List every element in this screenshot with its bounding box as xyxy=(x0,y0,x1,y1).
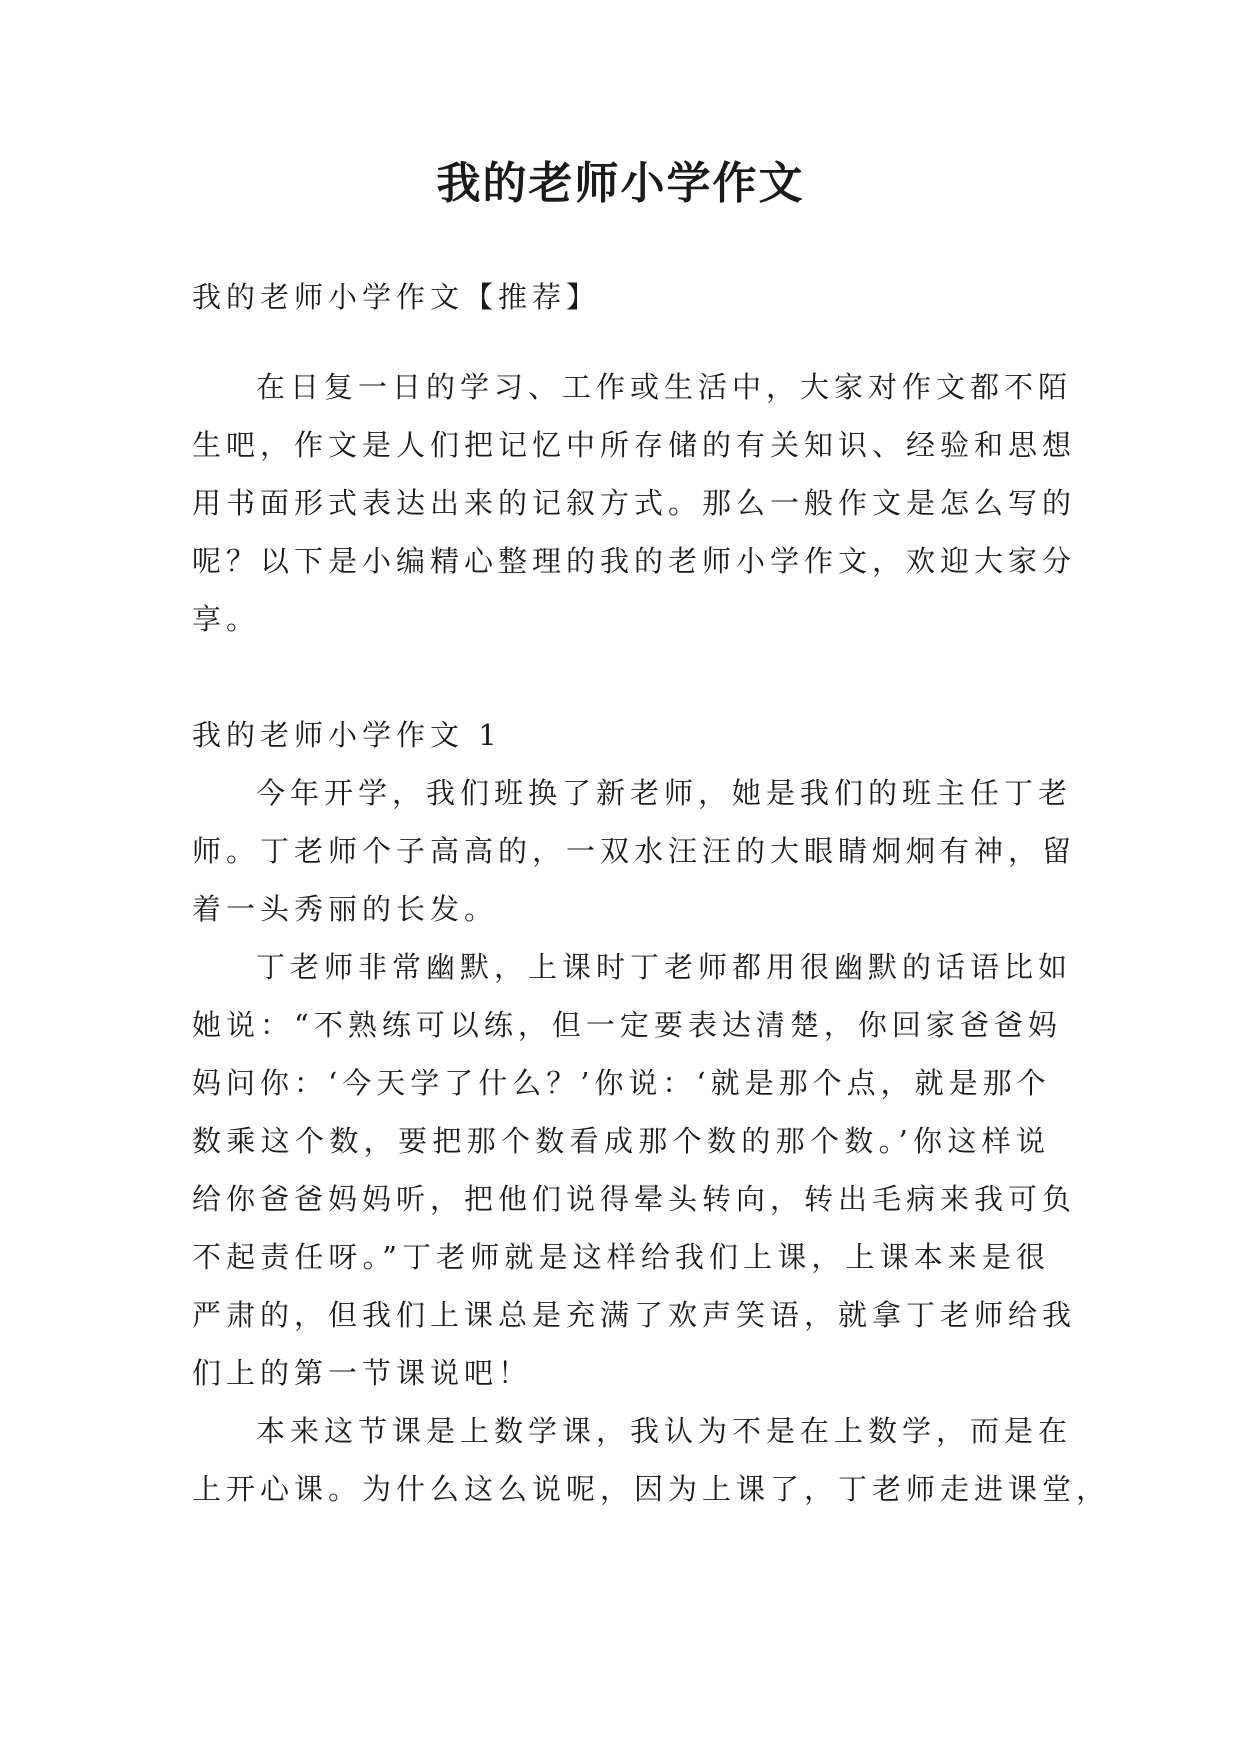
paragraph-line: 妈问你：‘今天学了什么？’你说：‘就是那个点，就是那个 xyxy=(192,1066,1051,1100)
section-heading-text: 我的老师小学作文 1 xyxy=(192,718,502,752)
paragraph-line: 数乘这个数，要把那个数看成那个数的那个数。’你这样说 xyxy=(192,1124,1050,1158)
paragraph-line: 给你爸爸妈妈听，把他们说得晕头转向，转出毛病来我可负 xyxy=(192,1182,1077,1216)
paragraph-line: 她说：“不熟练可以练，但一定要表达清楚，你回家爸爸妈 xyxy=(192,1008,1062,1042)
intro-line: 呢？以下是小编精心整理的我的老师小学作文，欢迎大家分 xyxy=(192,544,1077,578)
body-paragraph-1 xyxy=(192,764,1077,938)
paragraph-line: 不起责任呀。”丁老师就是这样给我们上课，上课本来是很 xyxy=(192,1240,1050,1274)
body-paragraph-3 xyxy=(192,1402,1111,1518)
intro-line: 用书面形式表达出来的记叙方式。那么一般作文是怎么写的 xyxy=(192,486,1077,520)
document-title: 我的老师小学作文 xyxy=(436,158,805,209)
intro-line: 在日复一日的学习、工作或生活中，大家对作文都不陌 xyxy=(256,370,1073,404)
document-subtitle xyxy=(192,268,1050,326)
paragraph-line: 今年开学，我们班换了新老师，她是我们的班主任丁老 xyxy=(256,776,1073,810)
paragraph-line: 丁老师非常幽默，上课时丁老师都用很幽默的话语比如 xyxy=(256,950,1073,984)
paragraph-line: 本来这节课是上数学课，我认为不是在上数学，而是在 xyxy=(256,1414,1073,1448)
paragraph-line: 上开心课。为什么这么说呢，因为上课了，丁老师走进课堂， xyxy=(192,1472,1111,1506)
paragraph-line: 严肃的，但我们上课总是充满了欢声笑语，就拿丁老师给我 xyxy=(192,1298,1077,1332)
intro-line: 生吧，作文是人们把记忆中所存储的有关知识、经验和思想 xyxy=(192,428,1077,462)
intro-paragraph xyxy=(192,358,1077,648)
subtitle-text: 我的老师小学作文【推荐】 xyxy=(192,280,601,314)
intro-line: 享。 xyxy=(192,602,261,636)
paragraph-line: 们上的第一节课说吧！ xyxy=(192,1356,533,1390)
body-paragraph-2 xyxy=(192,938,1077,1402)
section-heading xyxy=(192,706,1050,764)
paragraph-line: 着一头秀丽的长发。 xyxy=(192,892,499,926)
paragraph-line: 师。丁老师个子高高的，一双水汪汪的大眼睛炯炯有神，留 xyxy=(192,834,1077,868)
